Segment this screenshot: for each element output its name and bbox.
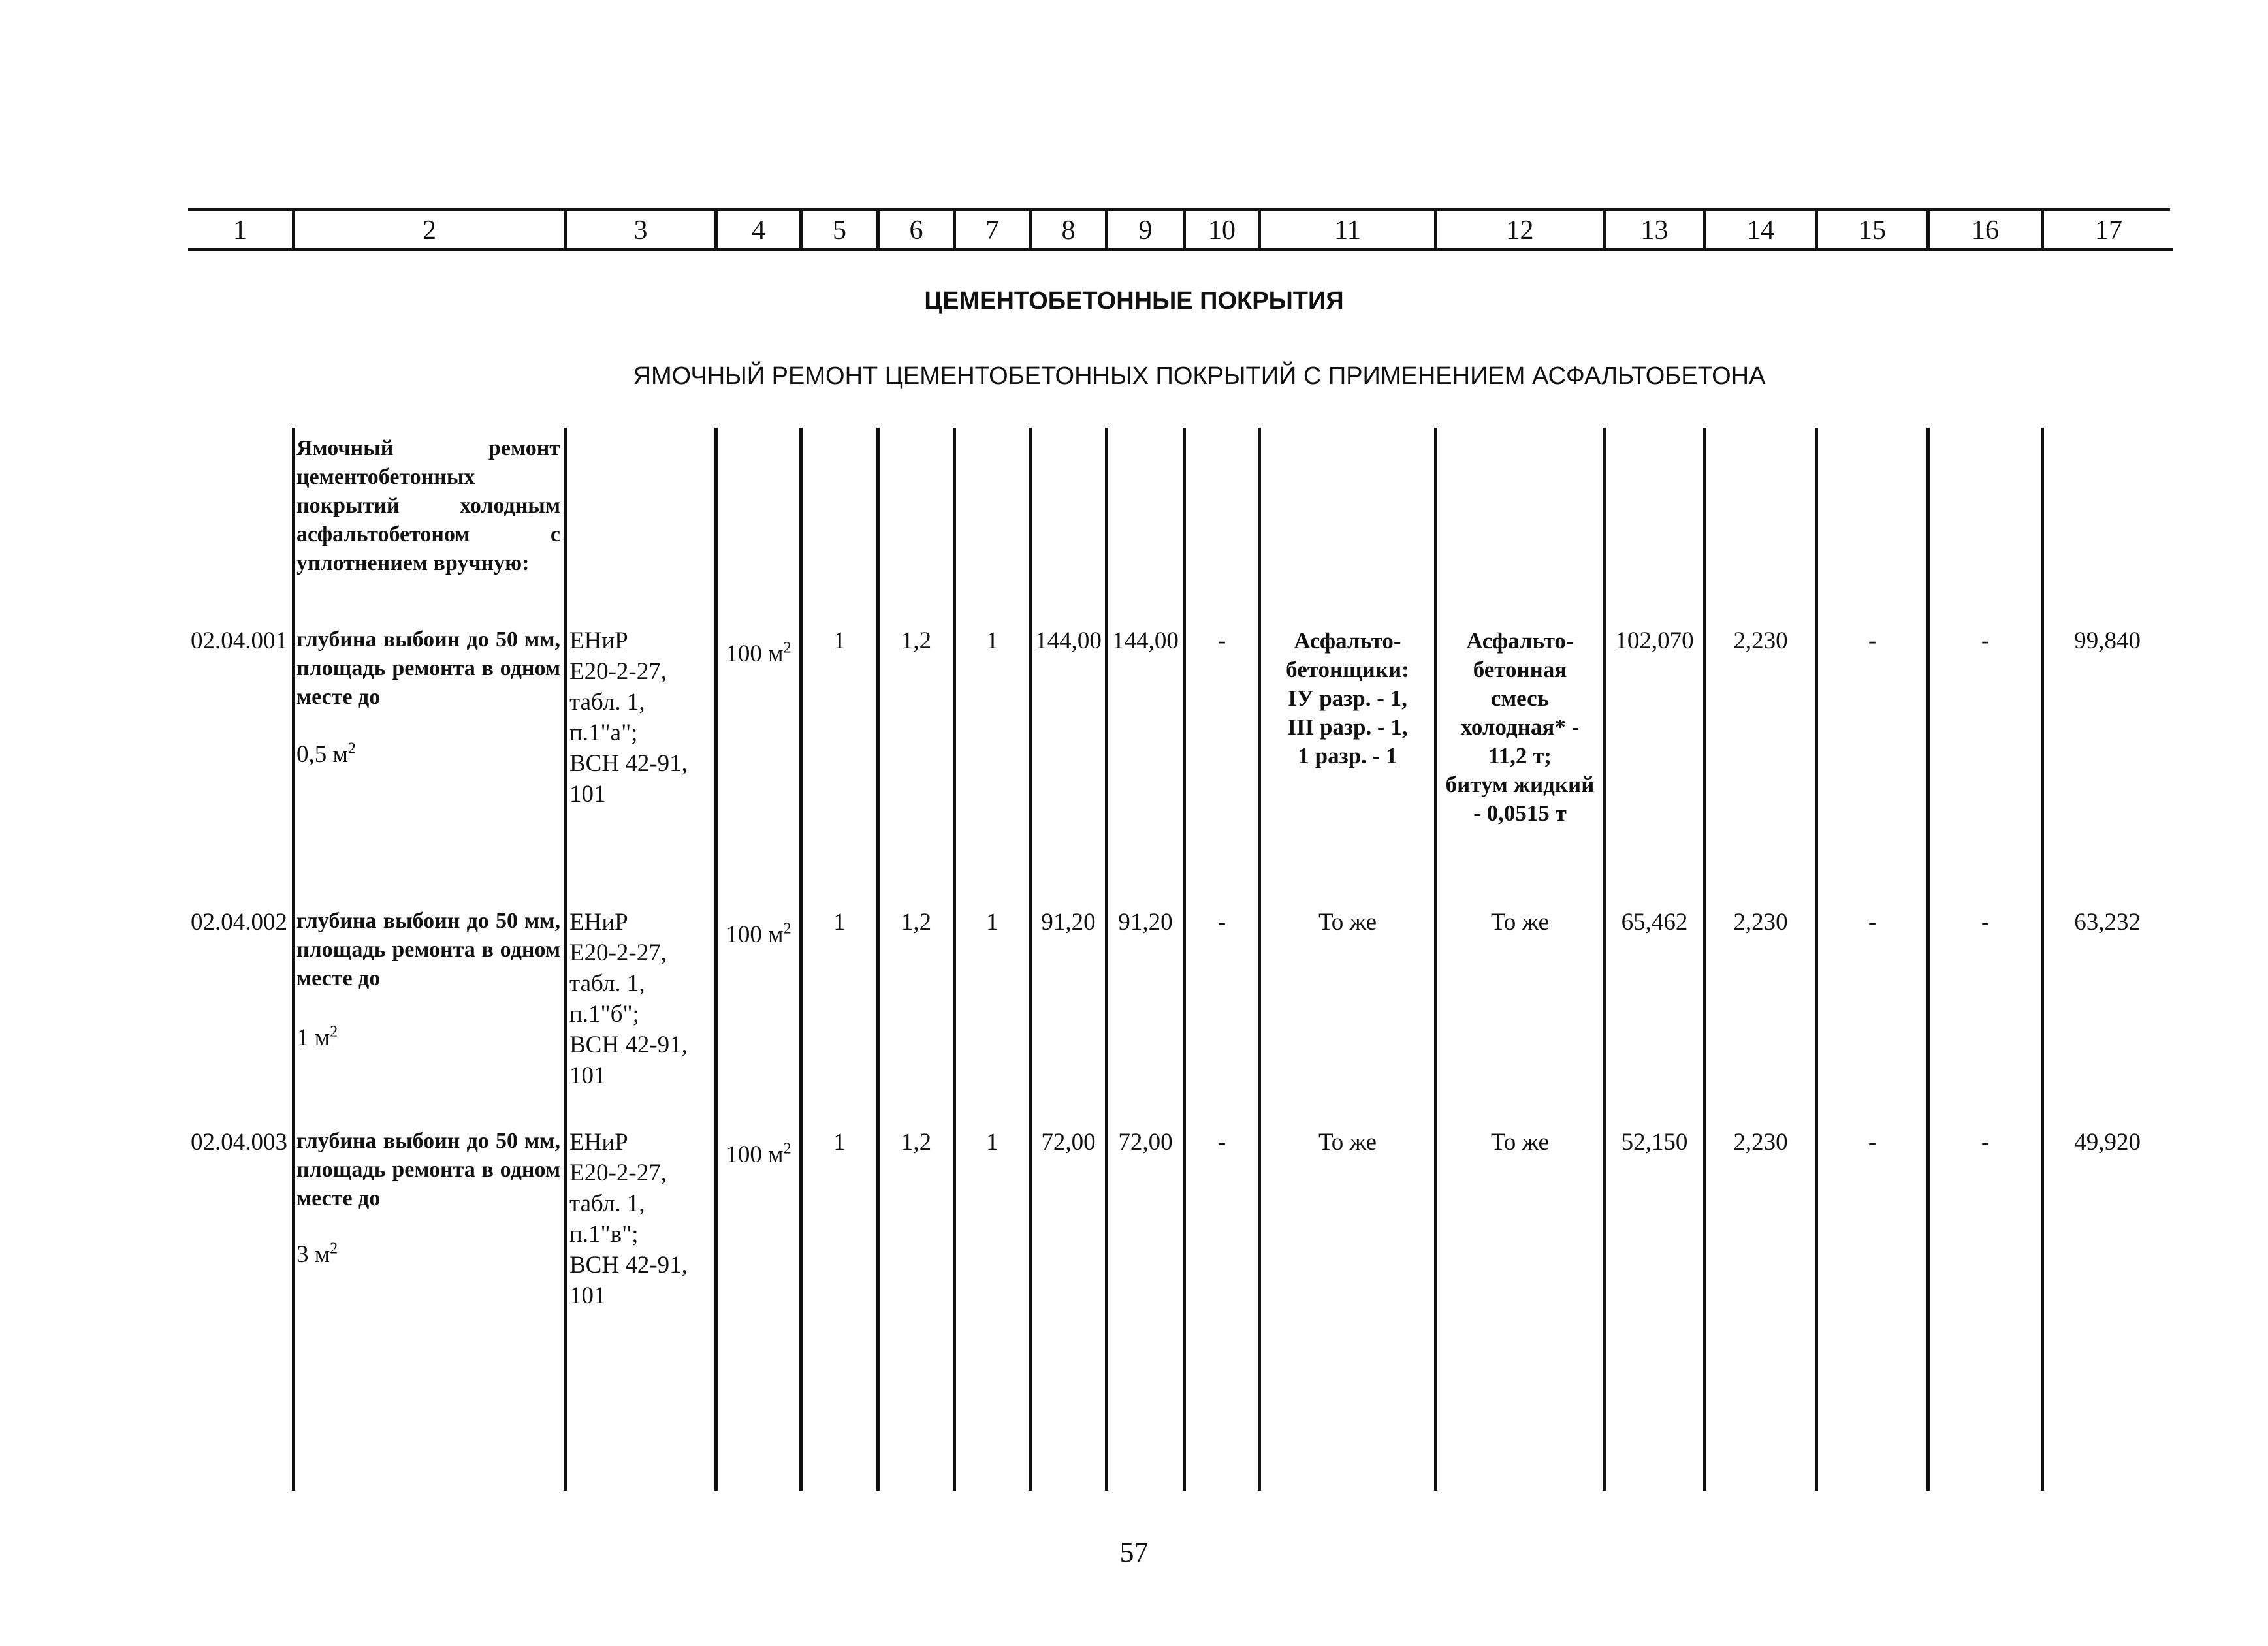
row-area-value: 0,5 м xyxy=(296,741,348,768)
col-header-6: 6 xyxy=(909,215,923,245)
row-c10: - xyxy=(1217,909,1226,936)
source-line: ЕНиР xyxy=(569,1129,628,1156)
row-area-power: 2 xyxy=(347,740,356,757)
workers-line: 1 разр. - 1 xyxy=(1298,743,1398,768)
row-workers xyxy=(1261,627,1434,770)
source-line: 101 xyxy=(569,1062,606,1089)
workers-line: Асфальто- xyxy=(1294,628,1401,654)
col-header-11: 11 xyxy=(1334,215,1361,245)
col-header-15: 15 xyxy=(1859,215,1886,245)
row-c9: 72,00 xyxy=(1118,1129,1173,1156)
row-materials: То же xyxy=(1490,909,1550,936)
row-code: 02.04.003 xyxy=(191,1129,287,1156)
row-c14: 2,230 xyxy=(1733,1129,1788,1156)
col-header-12: 12 xyxy=(1506,215,1534,245)
row-c14: 2,230 xyxy=(1733,909,1788,936)
row-unit-label: 100 м xyxy=(726,921,784,948)
materials-line: холодная* - xyxy=(1460,714,1580,740)
row-c15: - xyxy=(1868,627,1877,654)
row-c13: 52,150 xyxy=(1621,1129,1688,1156)
source-line: ВСН 42-91, xyxy=(569,750,688,777)
row-workers: То же xyxy=(1318,909,1377,936)
materials-line: смесь xyxy=(1490,686,1550,711)
source-line: 101 xyxy=(569,1282,606,1309)
source-line: Е20-2-27, xyxy=(569,1160,667,1186)
group-title: Ямочный ремонт цементобетонных покрытий холодным асфальтобетоном с уплотнением вручную: xyxy=(296,436,560,575)
col-header-4: 4 xyxy=(752,215,765,245)
row-area xyxy=(296,739,560,770)
materials-line: Асфальто- xyxy=(1466,628,1574,654)
row-c14: 2,230 xyxy=(1733,627,1788,654)
row-c16: - xyxy=(1981,1129,1990,1156)
row-area-value: 1 м xyxy=(296,1024,330,1051)
page-number: 57 xyxy=(1119,1536,1149,1568)
source-line: ЕНиР xyxy=(569,909,628,936)
row-area-power: 2 xyxy=(330,1240,338,1258)
workers-line: бетонщики: xyxy=(1286,657,1409,682)
source-line: п.1"в"; xyxy=(569,1221,639,1248)
row-c17: 49,920 xyxy=(2074,1129,2141,1156)
row-c5: 1 xyxy=(833,1129,846,1156)
col-header-9: 9 xyxy=(1138,215,1153,245)
col-header-13: 13 xyxy=(1640,215,1669,245)
row-description-text: глубина выбоин до 50 мм, площадь ремонта в одном месте до xyxy=(296,627,560,709)
row-c5: 1 xyxy=(833,909,846,936)
row-source xyxy=(569,907,713,1091)
row-description-text: глубина выбоин до 50 мм, площадь ремонта в одном месте до xyxy=(296,909,560,990)
materials-line: - 0,0515 т xyxy=(1473,800,1567,826)
col-header-2: 2 xyxy=(423,215,436,245)
row-unit-power: 2 xyxy=(783,639,791,657)
row-area xyxy=(296,1239,560,1270)
row-unit-power: 2 xyxy=(783,1140,791,1158)
section-title: ЦЕМЕНТОБЕТОННЫЕ ПОКРЫТИЯ xyxy=(924,287,1344,315)
workers-line: III разр. - 1, xyxy=(1287,714,1408,740)
row-c6: 1,2 xyxy=(901,1129,932,1156)
row-unit xyxy=(718,919,799,950)
row-c8: 144,00 xyxy=(1035,627,1102,654)
row-area-power: 2 xyxy=(330,1023,338,1041)
source-line: Е20-2-27, xyxy=(569,658,667,685)
col-header-10: 10 xyxy=(1208,215,1236,245)
row-c6: 1,2 xyxy=(901,909,932,936)
col-header-7: 7 xyxy=(985,215,999,245)
subsection-title: ЯМОЧНЫЙ РЕМОНТ ЦЕМЕНТОБЕТОННЫХ ПОКРЫТИЙ С ПРИМЕНЕНИЕМ АСФАЛЬТОБЕТОНА xyxy=(633,362,1766,390)
row-description xyxy=(296,1127,560,1213)
row-c16: - xyxy=(1981,909,1990,936)
source-line: табл. 1, xyxy=(569,970,645,997)
row-unit-power: 2 xyxy=(783,920,791,938)
col-header-3: 3 xyxy=(633,215,648,245)
materials-line: 11,2 т; xyxy=(1488,743,1552,768)
row-c16: - xyxy=(1981,627,1990,654)
row-c8: 72,00 xyxy=(1041,1129,1096,1156)
row-c7: 1 xyxy=(986,1129,998,1156)
row-c17: 99,840 xyxy=(2074,627,2141,654)
source-line: Е20-2-27, xyxy=(569,940,667,966)
row-materials: То же xyxy=(1490,1129,1550,1156)
row-area xyxy=(296,1022,560,1053)
row-description xyxy=(296,625,560,712)
col-header-8: 8 xyxy=(1061,215,1076,245)
row-unit-label: 100 м xyxy=(726,641,784,667)
source-line: п.1"а"; xyxy=(569,720,638,746)
col-header-1: 1 xyxy=(233,215,247,245)
row-c5: 1 xyxy=(833,627,846,654)
row-c15: - xyxy=(1868,909,1877,936)
row-unit xyxy=(718,639,799,669)
row-code: 02.04.002 xyxy=(191,909,287,936)
col-header-5: 5 xyxy=(833,215,846,245)
row-description-text: глубина выбоин до 50 мм, площадь ремонта в одном месте до xyxy=(296,1129,560,1211)
source-line: табл. 1, xyxy=(569,689,645,716)
source-line: ЕНиР xyxy=(569,627,628,654)
row-c10: - xyxy=(1217,1129,1226,1156)
row-c9: 91,20 xyxy=(1118,909,1173,936)
source-line: табл. 1, xyxy=(569,1190,645,1217)
col-header-16: 16 xyxy=(1972,215,1999,245)
row-c13: 102,070 xyxy=(1615,627,1694,654)
row-source xyxy=(569,1127,713,1311)
row-c13: 65,462 xyxy=(1621,909,1688,936)
materials-line: битум жидкий xyxy=(1445,772,1595,797)
row-unit xyxy=(718,1139,799,1170)
row-c17: 63,232 xyxy=(2074,909,2141,936)
row-workers: То же xyxy=(1318,1129,1377,1156)
row-c7: 1 xyxy=(986,909,998,936)
source-line: 101 xyxy=(569,781,606,808)
row-area-value: 3 м xyxy=(296,1241,330,1268)
source-line: ВСН 42-91, xyxy=(569,1032,688,1058)
row-materials xyxy=(1437,627,1603,828)
row-source xyxy=(569,625,713,810)
workers-line: IУ разр. - 1, xyxy=(1288,686,1407,711)
row-c10: - xyxy=(1217,627,1226,654)
source-line: п.1"б"; xyxy=(569,1001,639,1028)
source-line: ВСН 42-91, xyxy=(569,1252,688,1278)
row-c9: 144,00 xyxy=(1112,627,1179,654)
row-c6: 1,2 xyxy=(901,627,932,654)
col-header-17: 17 xyxy=(2095,215,2122,245)
col-header-14: 14 xyxy=(1747,215,1774,245)
row-c15: - xyxy=(1868,1129,1877,1156)
row-c8: 91,20 xyxy=(1041,909,1096,936)
materials-line: бетонная xyxy=(1473,657,1567,682)
row-code: 02.04.001 xyxy=(191,627,287,654)
row-c7: 1 xyxy=(986,627,998,654)
row-description xyxy=(296,907,560,993)
row-unit-label: 100 м xyxy=(726,1141,784,1168)
